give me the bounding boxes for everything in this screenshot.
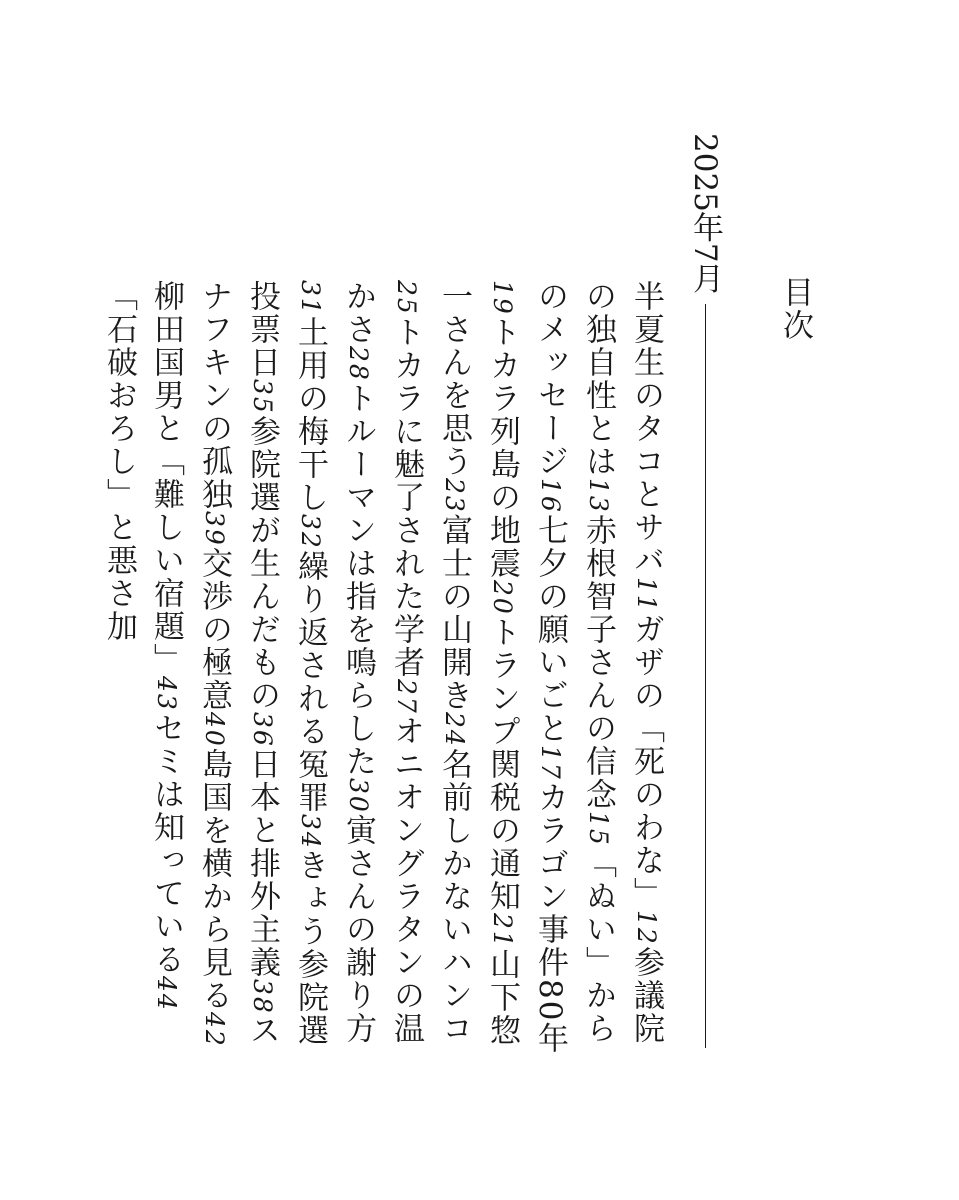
toc-entry-title: 赤根智子さんの信念	[580, 513, 616, 811]
toc-entry-page: 38	[248, 978, 277, 1015]
toc-entry-title: オニオングラタンの温かさ	[340, 280, 424, 1045]
toc-entry-page: 24	[440, 711, 469, 748]
toc-entry[interactable]	[148, 280, 184, 712]
toc-entry-title: 「ぬい」からのメッセージ	[532, 280, 616, 1045]
toc-entry-page: 27	[392, 678, 421, 715]
toc-entry[interactable]	[196, 748, 232, 1048]
toc-entry[interactable]	[101, 280, 137, 643]
toc-entry-page: 15	[584, 810, 613, 847]
toc-entry-title: 日本と排外主義	[244, 747, 280, 979]
toc-entry[interactable]	[484, 616, 520, 949]
toc-entry-title: 富士の山開き	[436, 513, 472, 712]
toc-entry-title: 島国を横から見る	[196, 747, 232, 1012]
toc-entry[interactable]	[292, 316, 328, 550]
toc-entry[interactable]	[292, 550, 328, 850]
toc-entry-title: スナフキンの孤独	[196, 280, 280, 1048]
toc-entry-page: 13	[584, 478, 613, 514]
toc-entry-title: 土用の梅干し	[292, 315, 328, 514]
toc-entry[interactable]	[148, 712, 184, 1012]
month-label: 2025年7月	[687, 133, 723, 294]
toc-list	[101, 280, 670, 1060]
toc-entry-page: 19	[488, 280, 517, 316]
toc-entry-title: カラゴン事件80年	[532, 780, 568, 1056]
toc-entry[interactable]	[196, 547, 232, 748]
toc-entry-page: 28	[344, 346, 373, 382]
toc-entry[interactable]	[436, 514, 472, 748]
toc-entry-title: セミは知っている	[148, 711, 184, 976]
toc-entry[interactable]	[340, 382, 376, 814]
toc-entry-title: 参議院の独自性とは	[580, 280, 664, 1045]
toc-entry[interactable]	[244, 748, 280, 1015]
toc-entry[interactable]	[388, 316, 424, 715]
toc-entry-page: 40	[200, 711, 229, 748]
toc-entry-title: 名前しかないハンコ	[436, 747, 472, 1045]
toc-entry-page: 25	[392, 280, 421, 316]
toc-entry[interactable]	[580, 514, 616, 847]
toc-entry-page: 43	[152, 676, 181, 712]
toc-entry-page: 20	[488, 579, 517, 616]
toc-entry-page: 42	[200, 1011, 229, 1048]
toc-entry-title: 柳田国男と「難しい宿題」	[148, 280, 184, 676]
toc-entry-page: 31	[296, 280, 325, 316]
toc-entry[interactable]	[532, 514, 568, 781]
toc-entry[interactable]	[244, 415, 280, 748]
toc-entry-title: トルーマンは指を鳴らした	[340, 381, 376, 778]
toc-entry-page: 23	[440, 478, 469, 514]
toc-entry[interactable]	[484, 316, 520, 616]
toc-entry-title: トカラに魅了された学者	[388, 315, 424, 679]
toc-entry-title: ガザの「死のわな」	[628, 612, 664, 910]
toc-entry[interactable]	[628, 280, 664, 613]
toc-entry-title: 山下惣一さんを思う	[436, 280, 520, 1048]
month-rule	[705, 304, 706, 1048]
toc-entry-page: 12	[632, 909, 661, 946]
toc-entry-title: 繰り返される冤罪	[292, 549, 328, 814]
toc-entry-page: 17	[536, 744, 565, 781]
toc-entry-page: 36	[248, 711, 277, 748]
toc-entry-page: 11	[632, 577, 661, 613]
toc-entry-page: 34	[296, 813, 325, 850]
toc-entry-title: 交渉の極意	[196, 546, 232, 712]
toc-heading: 目次	[777, 276, 813, 342]
toc-entry-page: 16	[536, 478, 565, 514]
toc-entry-title: トランプ関税の通知	[484, 615, 520, 913]
toc-entry-page: 32	[296, 513, 325, 550]
toc-entry-title: 寅さんの謝り方	[340, 813, 376, 1045]
toc-entry-page: 39	[200, 511, 229, 547]
toc-entry-title: トカラ列島の地震	[484, 315, 520, 580]
toc-entry-title: きょう参院選投票日	[244, 280, 328, 1048]
toc-entry[interactable]	[628, 613, 664, 946]
month-header	[682, 133, 728, 1048]
toc-entry-title: 半夏生のタコとサバ	[628, 280, 664, 577]
toc-entry-title: 七夕の願いごと	[532, 513, 568, 745]
toc-entry-page: 44	[152, 975, 181, 1012]
toc-entry-page: 21	[488, 912, 517, 949]
toc-entry-page: 35	[248, 379, 277, 415]
toc-entry-title: 「石破おろし」と悪さ加	[101, 280, 137, 643]
toc-entry-title: 参院選が生んだもの	[244, 414, 280, 712]
toc-entry-page: 30	[344, 777, 373, 814]
